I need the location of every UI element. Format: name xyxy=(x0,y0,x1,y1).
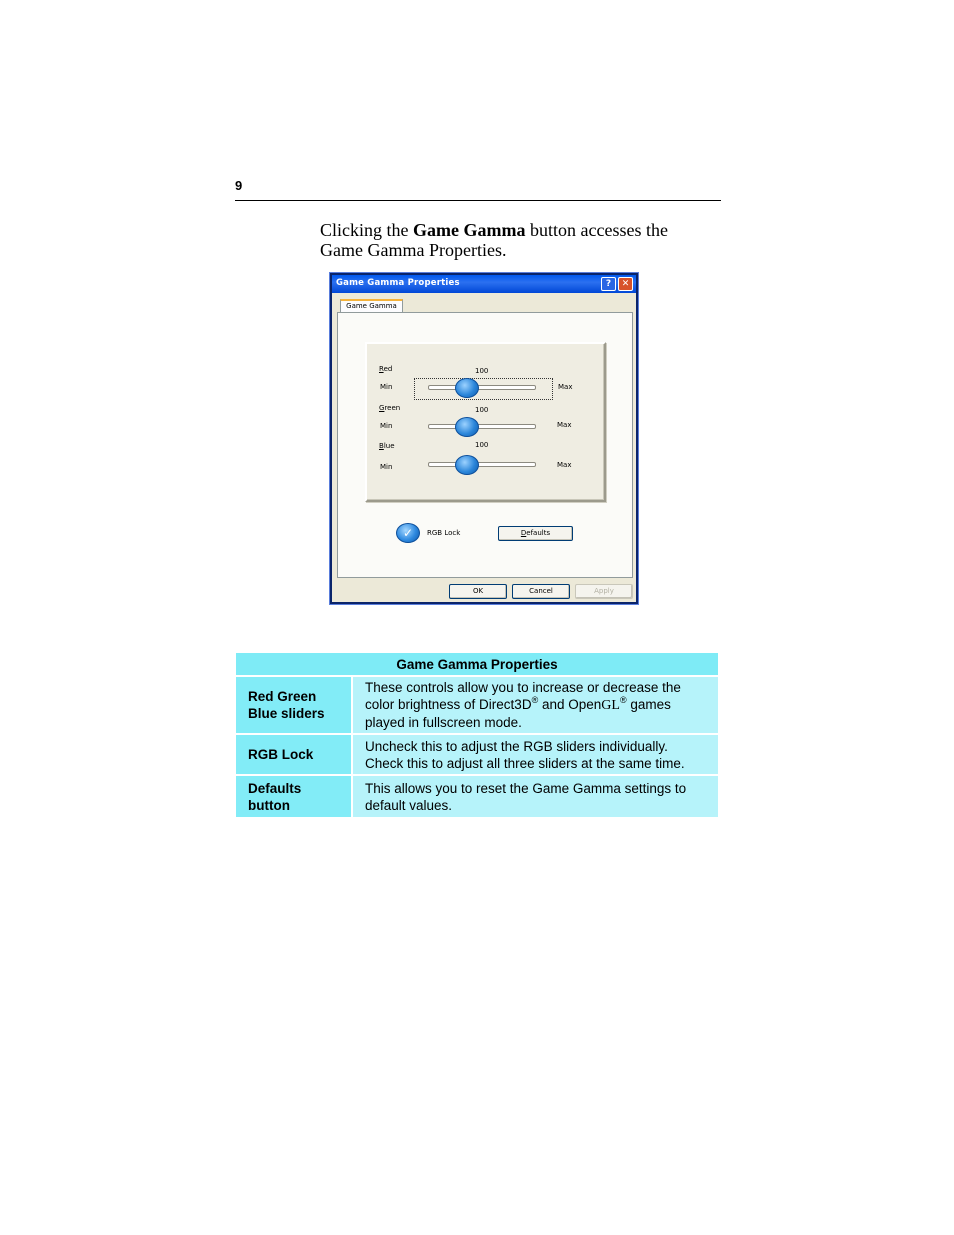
red-min-label: Min xyxy=(380,383,393,391)
dialog-titlebar xyxy=(332,275,636,293)
sliders-panel xyxy=(365,342,606,502)
blue-value: 100 xyxy=(475,441,489,449)
row-desc: Uncheck this to adjust the RGB sliders individually. Check this to adjust all three sliders at the same time. xyxy=(353,735,718,776)
green-value: 100 xyxy=(475,406,489,414)
apply-button[interactable]: Apply xyxy=(575,584,633,599)
rgb-lock-label: RGB Lock xyxy=(427,529,461,537)
header-rule xyxy=(235,200,721,201)
intro-post: button accesses the Game Gamma Properties. xyxy=(320,220,668,260)
blue-label: Blue xyxy=(379,442,395,450)
green-slider-track[interactable] xyxy=(428,424,536,429)
table-row xyxy=(236,677,718,735)
intro-pre: Clicking the xyxy=(320,220,413,240)
dialog-title: Game Gamma Properties xyxy=(336,278,460,288)
red-slider-track[interactable] xyxy=(428,385,536,390)
table-header: Game Gamma Properties xyxy=(236,653,718,677)
green-max-label: Max xyxy=(557,421,572,429)
red-slider-thumb[interactable] xyxy=(455,378,479,398)
table-row xyxy=(236,735,718,776)
blue-slider-track[interactable] xyxy=(428,462,536,467)
intro-bold: Game Gamma xyxy=(413,220,526,240)
help-button[interactable]: ? xyxy=(601,277,616,291)
red-label: Red xyxy=(379,365,393,373)
ok-button[interactable]: OK xyxy=(449,584,507,599)
blue-max-label: Max xyxy=(557,461,572,469)
properties-table xyxy=(236,653,718,817)
row-desc: These controls allow you to increase or decrease the color brightness of Direct3D® and OpenGL® games played in fullscreen mode. xyxy=(353,677,718,735)
tab-panel xyxy=(337,312,633,578)
green-slider-thumb[interactable] xyxy=(455,417,479,437)
close-button[interactable]: ✕ xyxy=(618,277,633,291)
red-value: 100 xyxy=(475,367,489,375)
blue-min-label: Min xyxy=(380,463,393,471)
row-key: RGB Lock xyxy=(236,735,353,776)
green-label: Green xyxy=(379,404,401,412)
page-number: 9 xyxy=(235,178,243,193)
red-max-label: Max xyxy=(558,383,573,391)
game-gamma-dialog xyxy=(329,272,639,605)
cancel-button[interactable]: Cancel xyxy=(512,584,570,599)
intro-paragraph xyxy=(320,220,700,260)
row-key: Defaults button xyxy=(236,776,353,817)
rgb-lock-check-icon[interactable]: ✓ xyxy=(396,523,420,543)
table-row xyxy=(236,776,718,817)
defaults-button[interactable]: Defaults xyxy=(498,526,573,541)
blue-slider-thumb[interactable] xyxy=(455,455,479,475)
row-key: Red Green Blue sliders xyxy=(236,677,353,735)
row-desc: This allows you to reset the Game Gamma settings to default values. xyxy=(353,776,718,817)
tab-game-gamma[interactable]: Game Gamma xyxy=(340,299,403,313)
green-min-label: Min xyxy=(380,422,393,430)
dialog-body xyxy=(332,275,636,602)
